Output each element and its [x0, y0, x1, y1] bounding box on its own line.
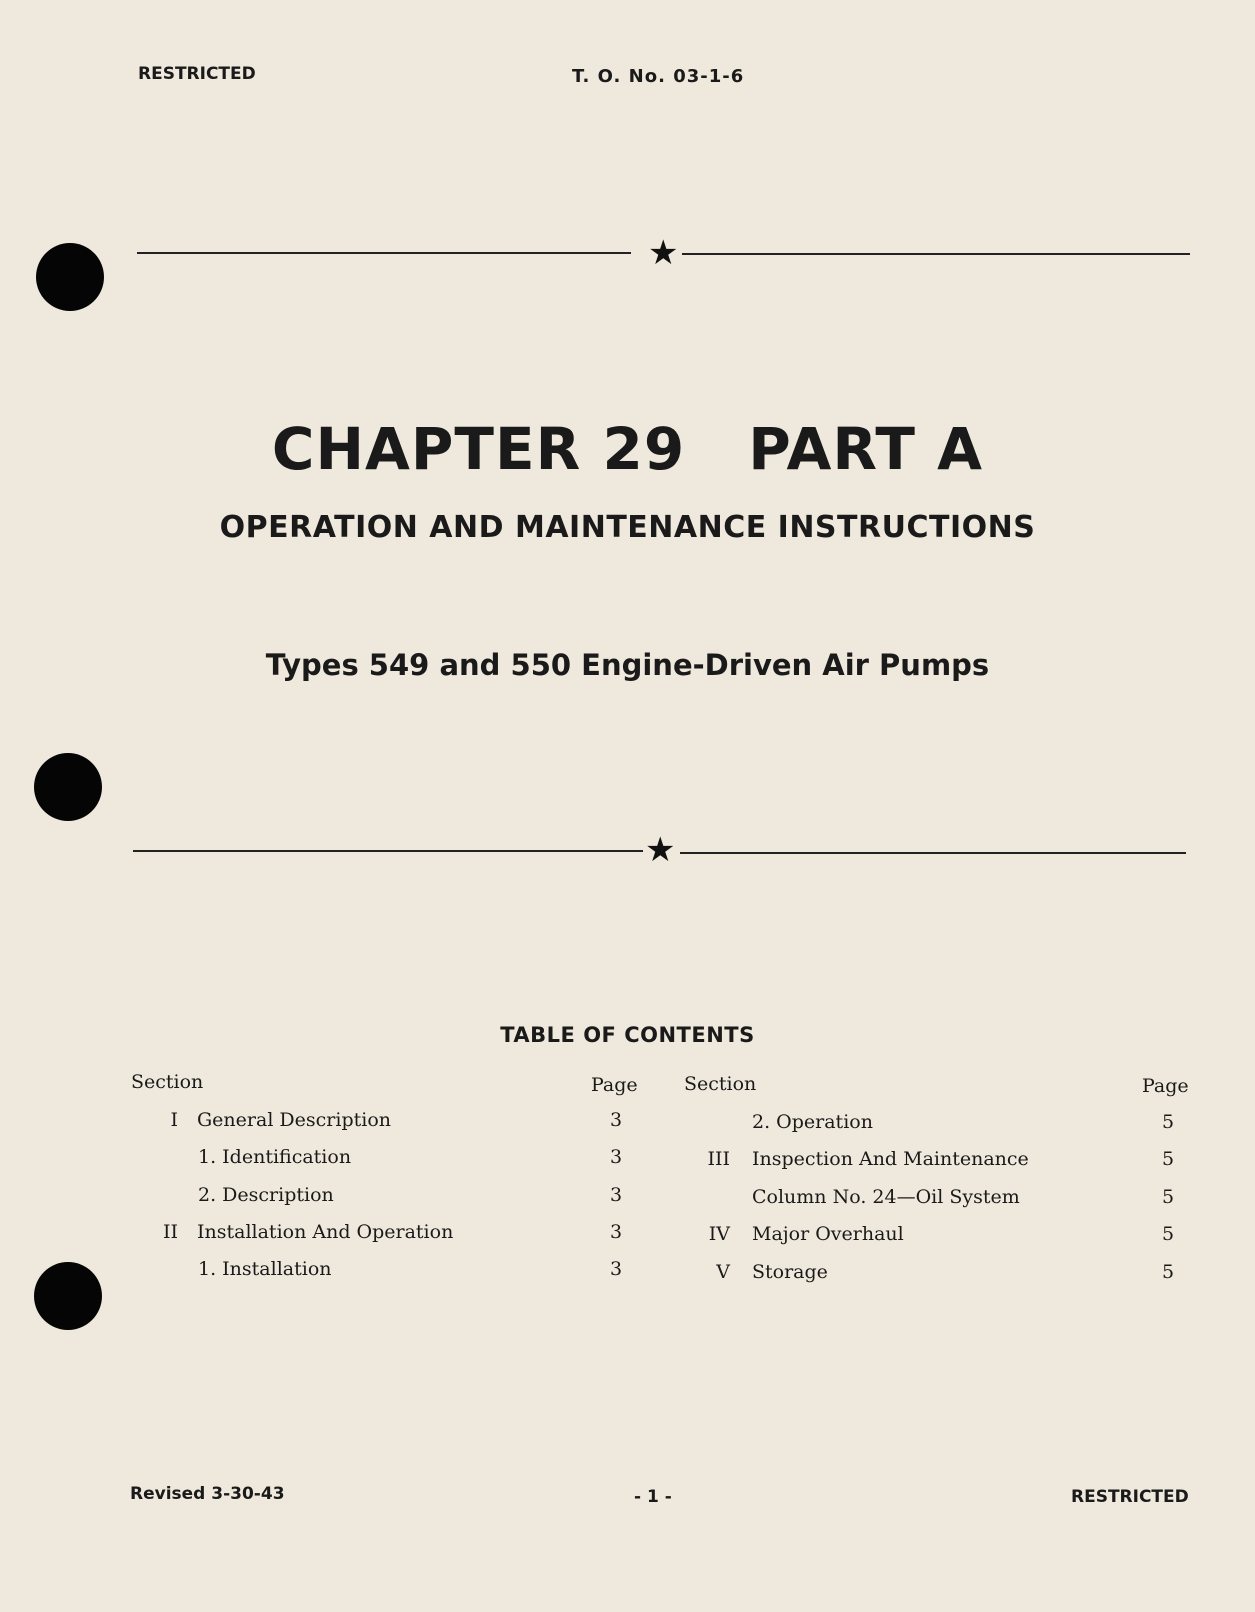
toc-entry-label: 1. Installation — [198, 1258, 332, 1280]
toc-entry-label: Column No. 24—Oil System — [752, 1186, 1020, 1208]
top-divider-right — [682, 253, 1190, 255]
toc-page-number: 5 — [1161, 1148, 1175, 1170]
toc-page-number: 3 — [609, 1109, 623, 1131]
toc-page-number: 3 — [609, 1221, 623, 1243]
part-label: PART A — [748, 415, 984, 483]
toc-right-section-header: Section — [684, 1073, 757, 1095]
toc-page-number: 5 — [1161, 1261, 1175, 1283]
toc-left-page-header: Page — [591, 1074, 638, 1096]
toc-section-number: III — [707, 1148, 730, 1170]
toc-page-number: 5 — [1161, 1186, 1175, 1208]
toc-section-number: IV — [708, 1223, 730, 1245]
chapter-number: CHAPTER 29 — [271, 415, 686, 483]
toc-section-number: V — [716, 1261, 730, 1283]
toc-entry-label: Inspection And Maintenance — [752, 1148, 1029, 1170]
toc-left-section-header: Section — [131, 1071, 204, 1093]
toc-page-number: 3 — [609, 1258, 623, 1280]
toc-entry-label: 2. Description — [198, 1184, 334, 1206]
toc-page-number: 3 — [609, 1146, 623, 1168]
page-number: - 1 - — [634, 1487, 672, 1507]
toc-entry-label: General Description — [197, 1109, 392, 1131]
binder-hole-middle — [34, 753, 102, 821]
toc-entry-label: Major Overhaul — [752, 1223, 904, 1245]
star-icon: ★ — [648, 233, 679, 273]
footer-revision-date: Revised 3-30-43 — [130, 1484, 285, 1504]
header-to-number: T. O. No. 03-1-6 — [572, 66, 745, 87]
toc-section-number: II — [162, 1221, 178, 1243]
toc-heading: TABLE OF CONTENTS — [500, 1023, 755, 1047]
toc-entry-label: Storage — [752, 1261, 828, 1283]
document-subtitle: OPERATION AND MAINTENANCE INSTRUCTIONS — [219, 510, 1036, 545]
binder-hole-bottom — [34, 1262, 102, 1330]
toc-entry-label: 1. Identification — [198, 1146, 352, 1168]
toc-page-number: 5 — [1161, 1111, 1175, 1133]
toc-section-number: I — [170, 1109, 178, 1131]
toc-right-page-header: Page — [1142, 1075, 1189, 1097]
top-divider-left — [137, 252, 631, 254]
middle-divider-left — [133, 850, 643, 852]
equipment-types: Types 549 and 550 Engine-Driven Air Pumps — [265, 648, 990, 682]
star-icon: ★ — [645, 830, 676, 870]
toc-page-number: 5 — [1161, 1223, 1175, 1245]
binder-hole-top — [36, 243, 104, 311]
footer-classification: RESTRICTED — [1071, 1487, 1189, 1507]
header-classification: RESTRICTED — [138, 64, 256, 84]
toc-page-number: 3 — [609, 1184, 623, 1206]
toc-entry-label: Installation And Operation — [197, 1221, 454, 1243]
toc-entry-label: 2. Operation — [752, 1111, 873, 1133]
middle-divider-right — [680, 852, 1186, 854]
chapter-title — [0, 415, 1255, 483]
